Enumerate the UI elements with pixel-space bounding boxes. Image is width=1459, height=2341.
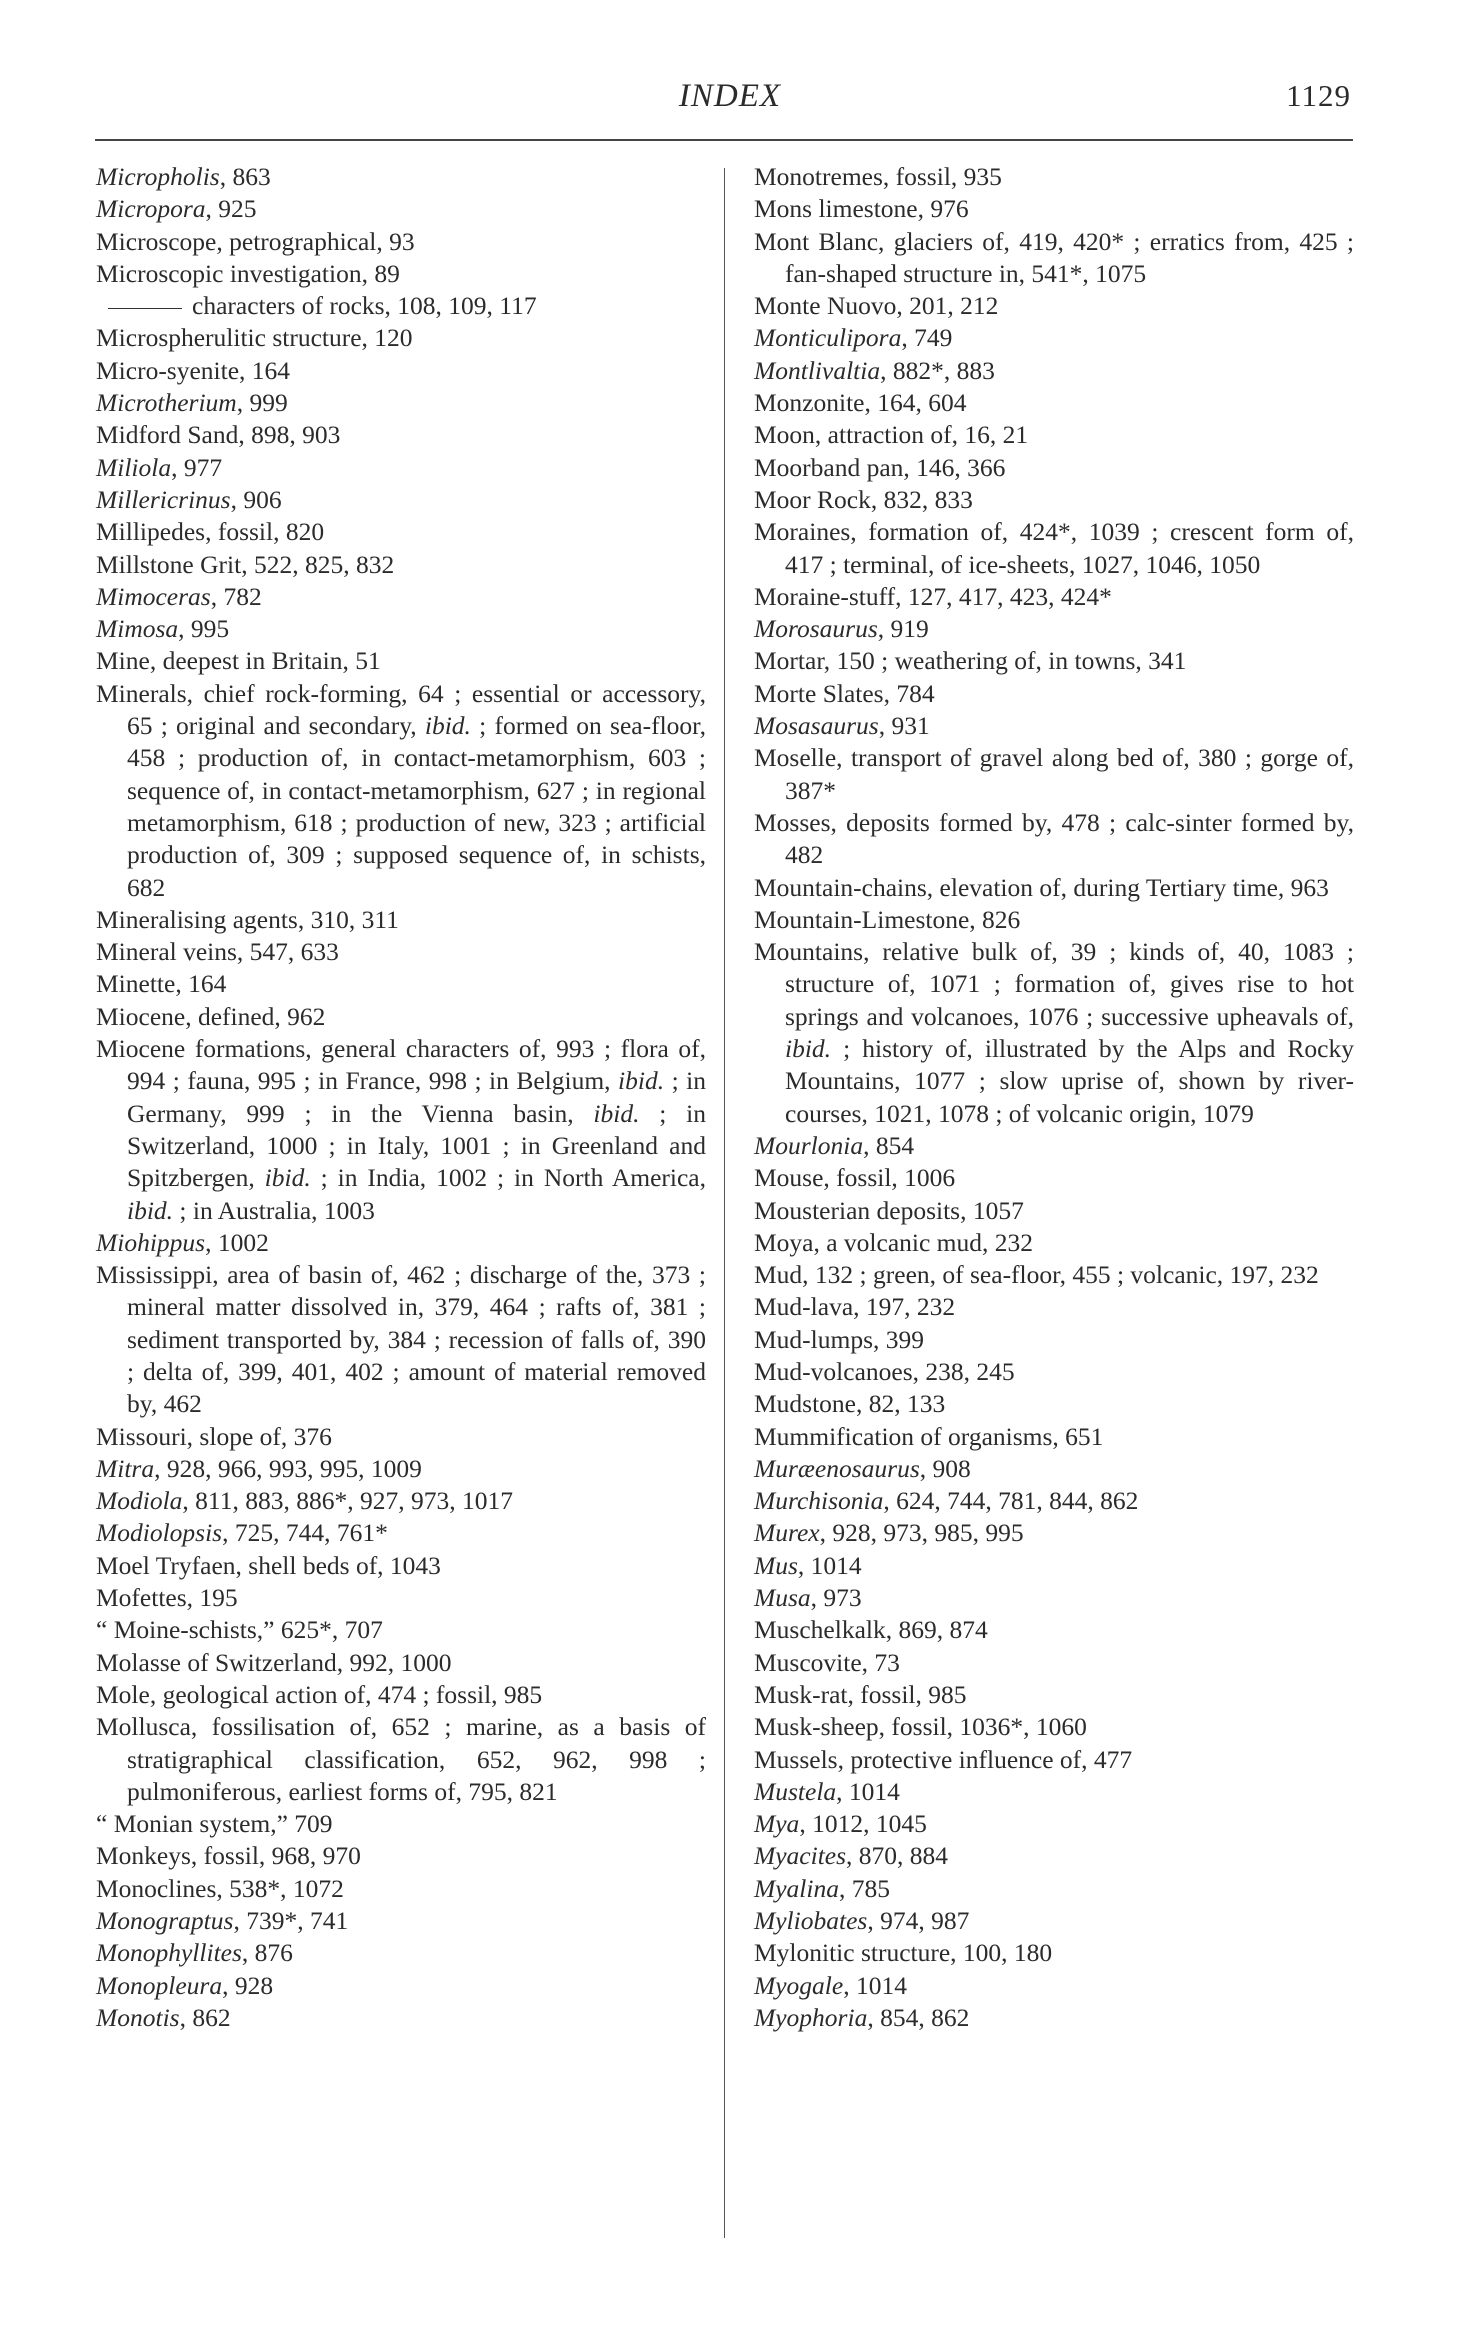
entry-text: , 919 <box>877 614 929 644</box>
entry-term-italic: Myophoria <box>754 2002 868 2032</box>
entry-text: Monkeys, fossil, 968, 970 <box>96 1841 361 1871</box>
index-entry <box>754 678 1354 710</box>
index-entry <box>96 613 706 645</box>
entry-term-italic: ibid. <box>593 1098 640 1128</box>
index-entry <box>754 581 1354 613</box>
entry-text: , 908 <box>919 1453 971 1483</box>
index-entry <box>754 1324 1354 1356</box>
entry-text: Micro-syenite, 164 <box>96 355 291 385</box>
entry-text: Musk-sheep, fossil, 1036*, 1060 <box>754 1712 1087 1742</box>
entry-text: Moorband pan, 146, 366 <box>754 452 1006 482</box>
index-entry <box>754 1421 1354 1453</box>
index-entry <box>96 936 706 968</box>
entry-text: Millstone Grit, 522, 825, 832 <box>96 549 395 579</box>
index-entry <box>754 226 1354 291</box>
index-entry <box>754 1711 1354 1743</box>
entry-text: “ Moine-schists,” 625*, 707 <box>96 1615 383 1645</box>
entry-text: Muschelkalk, 869, 874 <box>754 1615 988 1645</box>
entry-text: Mine, deepest in Britain, 51 <box>96 646 381 676</box>
entry-term-italic: Monopleura <box>96 1970 223 2000</box>
entry-text: Midford Sand, 898, 903 <box>96 420 341 450</box>
running-title: INDEX <box>678 78 782 114</box>
index-entry <box>96 1970 706 2002</box>
entry-term-italic: Myacites <box>754 1841 847 1871</box>
entry-text: , 928, 973, 985, 995 <box>819 1518 1024 1548</box>
index-entry <box>754 1873 1354 1905</box>
index-entry <box>96 1001 706 1033</box>
entry-text: “ Monian system,” 709 <box>96 1809 333 1839</box>
entry-term-italic: Murex <box>754 1518 820 1548</box>
entry-text: Monte Nuovo, 201, 212 <box>754 291 999 321</box>
index-entry <box>754 1744 1354 1776</box>
index-entry <box>754 645 1354 677</box>
index-entry <box>754 1647 1354 1679</box>
entry-text: Musk-rat, fossil, 985 <box>754 1679 967 1709</box>
index-entry <box>754 193 1354 225</box>
entry-text: , 624, 744, 781, 844, 862 <box>883 1486 1139 1516</box>
entry-text: , 925 <box>205 194 257 224</box>
entry-text: Moya, a volcanic mud, 232 <box>754 1227 1034 1257</box>
entry-text: ; in India, 1002 ; in North America, <box>310 1163 706 1193</box>
entry-term-italic: Mus <box>754 1550 798 1580</box>
entry-text: Mud, 132 ; green, of sea-floor, 455 ; volcanic, 197, 232 <box>754 1260 1319 1290</box>
index-entry <box>754 807 1354 872</box>
index-entry <box>754 1388 1354 1420</box>
index-entry <box>754 1776 1354 1808</box>
index-entry <box>754 1195 1354 1227</box>
entry-text: Molasse of Switzerland, 992, 1000 <box>96 1647 452 1677</box>
index-entry <box>96 968 706 1000</box>
entry-term-italic: Micropholis <box>96 162 220 191</box>
index-entry <box>96 581 706 613</box>
entry-text: Microspherulitic structure, 120 <box>96 323 413 353</box>
entry-text: ; in Australia, 1003 <box>173 1195 375 1225</box>
index-entry <box>96 1647 706 1679</box>
header-rule <box>95 139 1353 141</box>
entry-term-italic: Monotis <box>96 2002 180 2032</box>
index-entry <box>96 2002 706 2034</box>
index-entry <box>96 549 706 581</box>
index-entry <box>96 322 706 354</box>
index-entry <box>754 1485 1354 1517</box>
entry-text: Minette, 164 <box>96 969 227 999</box>
index-entry <box>96 1033 706 1227</box>
entry-text: Mineral veins, 547, 633 <box>96 937 339 967</box>
entry-text: Mussels, protective influence of, 477 <box>754 1744 1133 1774</box>
entry-text: Miocene, defined, 962 <box>96 1001 326 1031</box>
entry-text: , 906 <box>230 484 282 514</box>
entry-term-italic: Mustela <box>754 1776 837 1806</box>
entry-term-italic: Myalina <box>754 1873 839 1903</box>
entry-text: Mississippi, area of basin of, 462 ; discharge of the, 373 ; mineral matter dissolved in, 379, 464 ; rafts of, 381 ; sediment transported by, 384 ; recession of falls of, 390 ; delta of, 399, 401, 402 ; amount of material removed by, 462 <box>96 1260 706 1419</box>
index-entry <box>96 1873 706 1905</box>
index-entry <box>754 936 1354 1130</box>
entry-text: ; in Germany, 999 ; in the Vienna basin, <box>127 1066 706 1128</box>
entry-text: Mons limestone, 976 <box>754 194 969 224</box>
index-entry <box>754 904 1354 936</box>
entry-term-italic: Mya <box>754 1809 800 1839</box>
entry-term-italic: Morosaurus <box>754 614 878 644</box>
entry-text: , 931 <box>878 711 930 741</box>
index-entry <box>96 645 706 677</box>
entry-text: Morte Slates, 784 <box>754 678 935 708</box>
index-entry <box>96 1937 706 1969</box>
running-head <box>0 78 1459 124</box>
entry-text: Mountains, relative bulk of, 39 ; kinds of, 40, 1083 ; structure of, 1071 ; formation of, gives rise to hot springs and volcanoes, 1076 ; successive upheavals of, <box>754 937 1354 1031</box>
entry-text: Mosses, deposits formed by, 478 ; calc-sinter formed by, 482 <box>754 807 1354 870</box>
entry-term-italic: Monograptus <box>96 1906 234 1936</box>
entry-text: Moraines, formation of, 424*, 1039 ; crescent form of, 417 ; terminal, of ice-sheets, 1027, 1046, 1050 <box>754 517 1354 579</box>
entry-text: , 999 <box>236 388 288 418</box>
index-entry <box>754 1905 1354 1937</box>
entry-text: Mud-lava, 197, 232 <box>754 1292 956 1322</box>
index-entry <box>754 1679 1354 1711</box>
entry-text: ; in Switzerland, 1000 ; in Italy, 1001 ; in Greenland and Spitzbergen, <box>127 1098 707 1193</box>
entry-text: Microscope, petrographical, 93 <box>96 226 415 256</box>
entry-text: Mountain-Limestone, 826 <box>754 904 1021 934</box>
entry-text: , 785 <box>838 1873 890 1903</box>
index-entry <box>754 1614 1354 1646</box>
entry-text: , 863 <box>219 162 271 191</box>
entry-text: , 854 <box>863 1130 915 1160</box>
entry-text: , 870, 884 <box>846 1841 949 1871</box>
entry-term-italic: Micropora <box>96 194 206 224</box>
index-entry <box>96 161 706 193</box>
entry-text: Moon, attraction of, 16, 21 <box>754 420 1029 450</box>
entry-text: , 973 <box>810 1583 862 1613</box>
entry-text: , 876 <box>241 1938 293 1968</box>
entry-text: Mudstone, 82, 133 <box>754 1389 946 1419</box>
index-entry <box>754 452 1354 484</box>
entry-text: , 725, 744, 761* <box>222 1518 388 1548</box>
entry-term-italic: Modiola <box>96 1486 183 1516</box>
entry-text: Mollusca, fossilisation of, 652 ; marine, as a basis of stratigraphical classification, 652, 962, 998 ; pulmoniferous, earliest forms of, 795, 821 <box>96 1712 706 1806</box>
index-entry <box>96 1550 706 1582</box>
entry-term-italic: Myogale <box>754 1970 844 2000</box>
index-entry <box>754 1259 1354 1291</box>
entry-text: , 928, 966, 993, 995, 1009 <box>154 1453 422 1483</box>
index-entry <box>96 1711 706 1808</box>
entry-text: Minerals, chief rock-forming, 64 ; essential or accessory, 65 ; original and secondary, <box>96 678 706 741</box>
index-entry <box>754 613 1354 645</box>
index-entry <box>96 1421 706 1453</box>
entry-text: characters of rocks, 108, 109, 117 <box>96 291 537 320</box>
entry-text: Mofettes, 195 <box>96 1583 238 1613</box>
entry-text: Monotremes, fossil, 935 <box>754 162 1002 191</box>
index-entry <box>96 387 706 419</box>
entry-term-italic: Monticulipora <box>754 323 902 353</box>
index-entry <box>754 1130 1354 1162</box>
entry-text: Mineralising agents, 310, 311 <box>96 904 399 934</box>
entry-text: , 782 <box>210 581 262 611</box>
index-entry <box>96 1582 706 1614</box>
index-entry <box>754 290 1354 322</box>
entry-text: , 1014 <box>836 1776 900 1806</box>
index-entry <box>96 452 706 484</box>
entry-term-italic: Mosasaurus <box>754 711 879 741</box>
index-entry <box>754 484 1354 516</box>
entry-text: Mountain-chains, elevation of, during Tertiary time, 963 <box>754 872 1329 902</box>
entry-text: , 862 <box>179 2002 231 2032</box>
index-entry <box>754 710 1354 742</box>
entry-text: ; formed on sea-floor, 458 ; production of, in contact-metamorphism, 603 ; sequence of, in contact-metamorphism, 627 ; in regional metamorphism, 618 ; production of new, 323 ; artificial production of, 309 ; supposed sequence of, in schists, 682 <box>127 711 706 902</box>
index-entry <box>754 1582 1354 1614</box>
entry-text: , 811, 883, 886*, 927, 973, 1017 <box>182 1486 513 1516</box>
entry-text: , 974, 987 <box>867 1906 970 1936</box>
index-entry <box>754 1291 1354 1323</box>
index-entry <box>96 1905 706 1937</box>
index-entry <box>754 742 1354 807</box>
index-entry <box>754 1517 1354 1549</box>
index-entry <box>754 1227 1354 1259</box>
index-entry <box>96 258 706 290</box>
entry-text: , 749 <box>901 323 953 353</box>
entry-term-italic: Microtherium <box>96 388 237 418</box>
index-entry <box>754 1453 1354 1485</box>
entry-term-italic: Muræenosaurus <box>754 1453 920 1483</box>
index-column-right <box>754 161 1354 2034</box>
entry-text: Miocene formations, general characters of, 993 ; flora of, 994 ; fauna, 995 ; in France, 998 ; in Belgium, <box>96 1034 706 1096</box>
entry-text: Monzonite, 164, 604 <box>754 388 967 418</box>
entry-term-italic: ibid. <box>127 1195 174 1225</box>
entry-term-italic: Miohippus <box>96 1227 206 1257</box>
index-entry <box>96 1517 706 1549</box>
index-entry <box>96 1227 706 1259</box>
entry-term-italic: ibid. <box>264 1163 311 1193</box>
entry-text: Moraine-stuff, 127, 417, 423, 424* <box>754 581 1112 611</box>
entry-term-italic: Modiolopsis <box>96 1518 223 1548</box>
column-divider <box>724 168 725 2238</box>
index-entry <box>754 1356 1354 1388</box>
entry-text: Mud-lumps, 399 <box>754 1324 925 1354</box>
entry-text: , 739*, 741 <box>233 1906 349 1936</box>
index-entry <box>754 322 1354 354</box>
index-entry <box>754 2002 1354 2034</box>
entry-text: , 1012, 1045 <box>799 1809 927 1839</box>
entry-text: , 1014 <box>797 1550 862 1580</box>
index-entry <box>754 161 1354 193</box>
index-entry <box>96 419 706 451</box>
index-entry <box>754 419 1354 451</box>
index-entry <box>96 1614 706 1646</box>
entry-term-italic: Myliobates <box>754 1906 868 1936</box>
index-entry <box>96 1259 706 1420</box>
index-entry <box>96 193 706 225</box>
entry-term-italic: Monophyllites <box>96 1938 242 1968</box>
entry-text: Mummification of organisms, 651 <box>754 1421 1104 1451</box>
entry-text: , 928 <box>222 1970 274 2000</box>
index-entry <box>754 387 1354 419</box>
index-entry <box>754 1970 1354 2002</box>
entry-term-italic: Mimosa <box>96 614 179 644</box>
entry-term-italic: Miliola <box>96 452 172 482</box>
index-entry <box>96 1485 706 1517</box>
index-entry <box>754 1550 1354 1582</box>
index-entry <box>96 355 706 387</box>
entry-term-italic: Mitra <box>96 1453 155 1483</box>
index-column-left <box>96 161 706 2034</box>
entry-text: Millipedes, fossil, 820 <box>96 517 325 547</box>
entry-text: Mouse, fossil, 1006 <box>754 1163 956 1193</box>
index-entry <box>96 1453 706 1485</box>
index-entry <box>754 1937 1354 1969</box>
index-entry <box>96 1679 706 1711</box>
entry-text: , 1002 <box>205 1227 269 1257</box>
index-entry <box>96 678 706 904</box>
entry-term-italic: ibid. <box>424 711 471 741</box>
index-entry <box>754 1162 1354 1194</box>
entry-text: Mousterian deposits, 1057 <box>754 1195 1024 1225</box>
entry-text: , 995 <box>178 614 230 644</box>
entry-text: Mylonitic structure, 100, 180 <box>754 1938 1053 1968</box>
entry-text: Mud-volcanoes, 238, 245 <box>754 1356 1015 1386</box>
entry-text: Mont Blanc, glaciers of, 419, 420* ; erratics from, 425 ; fan-shaped structure in, 541*, 1075 <box>754 226 1354 288</box>
entry-term-italic: ibid. <box>618 1066 665 1096</box>
entry-text: Muscovite, 73 <box>754 1647 900 1677</box>
page-number: 1129 <box>1286 78 1351 113</box>
index-entry <box>96 1808 706 1840</box>
index-entry <box>754 872 1354 904</box>
entry-text: Missouri, slope of, 376 <box>96 1421 332 1451</box>
entry-text: Moor Rock, 832, 833 <box>754 484 973 514</box>
index-entry <box>96 226 706 258</box>
entry-text: Mole, geological action of, 474 ; fossil, 985 <box>96 1679 543 1709</box>
entry-text: , 1014 <box>843 1970 907 2000</box>
index-entry <box>754 1840 1354 1872</box>
index-entry <box>96 516 706 548</box>
entry-term-italic: ibid. <box>785 1034 832 1064</box>
entry-text: , 977 <box>171 452 223 482</box>
entry-term-italic: Mourlonia <box>754 1130 864 1160</box>
entry-term-italic: Musa <box>754 1583 811 1613</box>
index-entry <box>96 484 706 516</box>
index-entry <box>96 904 706 936</box>
index-entry <box>96 1840 706 1872</box>
entry-text: Moel Tryfaen, shell beds of, 1043 <box>96 1550 441 1580</box>
entry-text: Moselle, transport of gravel along bed of, 380 ; gorge of, 387* <box>754 743 1354 805</box>
entry-term-italic: Millericrinus <box>96 484 231 514</box>
entry-text: , 882*, 883 <box>880 355 995 385</box>
entry-term-italic: Montlivaltia <box>754 355 881 385</box>
index-entry <box>754 516 1354 581</box>
entry-text: , 854, 862 <box>867 2002 970 2032</box>
entry-text: Monoclines, 538*, 1072 <box>96 1873 344 1903</box>
index-entry <box>754 1808 1354 1840</box>
index-subentry <box>96 290 706 322</box>
entry-text: Microscopic investigation, 89 <box>96 258 400 288</box>
entry-term-italic: Mimoceras <box>96 581 211 611</box>
entry-text: ; history of, illustrated by the Alps and Rocky Mountains, 1077 ; slow uprise of, shown by river-courses, 1021, 1078 ; of volcanic origin, 1079 <box>785 1034 1354 1128</box>
entry-text: Mortar, 150 ; weathering of, in towns, 341 <box>754 646 1187 676</box>
entry-term-italic: Murchisonia <box>754 1486 884 1516</box>
index-entry <box>754 355 1354 387</box>
